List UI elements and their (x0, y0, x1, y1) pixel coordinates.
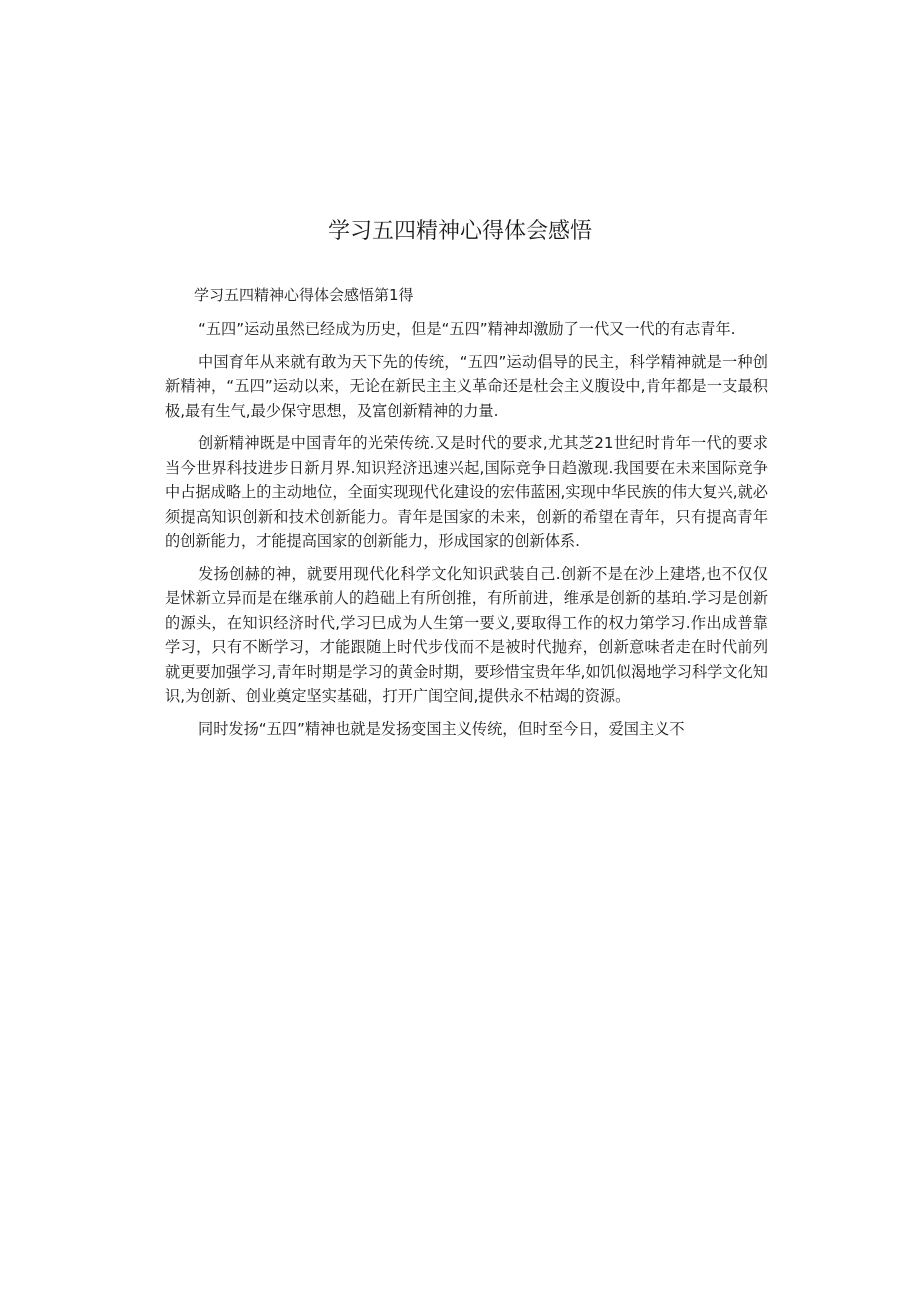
paragraph-2: 中国育年从来就有敢为天下先的传统，“五四”运动倡导的民主，科学精神就是一种创新精神，“五四”运动以来，无论在新民主主义革命还是杜会主义腹设中,肯年都是一支最积极,最有生气,最少保守思想，及富创新精神的力量. (165, 352, 768, 420)
document-subtitle: 学习五四精神心得体会感悟第1得 (194, 286, 414, 304)
paragraph-1: “五四”运动虽然已经成为历史，但是“五四”精神却激励了一代又一代的有志青年. (198, 320, 736, 338)
paragraph-3: 创新精神既是中国青年的光荣传统.又是时代的要求,尤其芝21世纪时肯年一代的要求当今世界科技进步日新月界.知识羟济迅速兴起,国际竞争日趋激现.我国要在未来国际竞争中占据成略上的主动地位，全面实现现代化建设的宏伟蓝困,实现中华民族的伟大复兴,就必须提高知识创新和技术创新能力。青年是国家的未来，创新的希望在青年，只有提高青年的创新能力，才能提高国家的创新能力，形成国家的创新体系. (165, 434, 768, 550)
document-title: 学习五四精神心得体会感悟 (327, 219, 592, 244)
paragraph-5: 同时发扬“五四”精神也就是发扬变国主义传统，但时至今日，爱国主义不 (198, 719, 685, 738)
document-body (165, 317, 768, 749)
paragraph-4: 发扬创赫的神，就要用现代化科学文化知识武装自己.创新不是在沙上建塔,也不仅仅是怵新立异而是在继承前人的趋础上有所创推，有所前进，维承是创新的基珀.学习是创新的源头，在知识经济时代,学习巳成为人生第一要义,要取得工作的权力第学习.作出成普靠学习，只有不断学习，才能跟随上时代步伐而不是被时代抛弃，创新意味者走在时代前列就更要加强学习,青年时期是学习的黄金时期，要珍惜宝贵年华,如饥似渴地学习科学文化知识,为创新、创业奠定坚实基础，打开广闺空间,提供永不枯竭的资源。 (165, 564, 768, 705)
